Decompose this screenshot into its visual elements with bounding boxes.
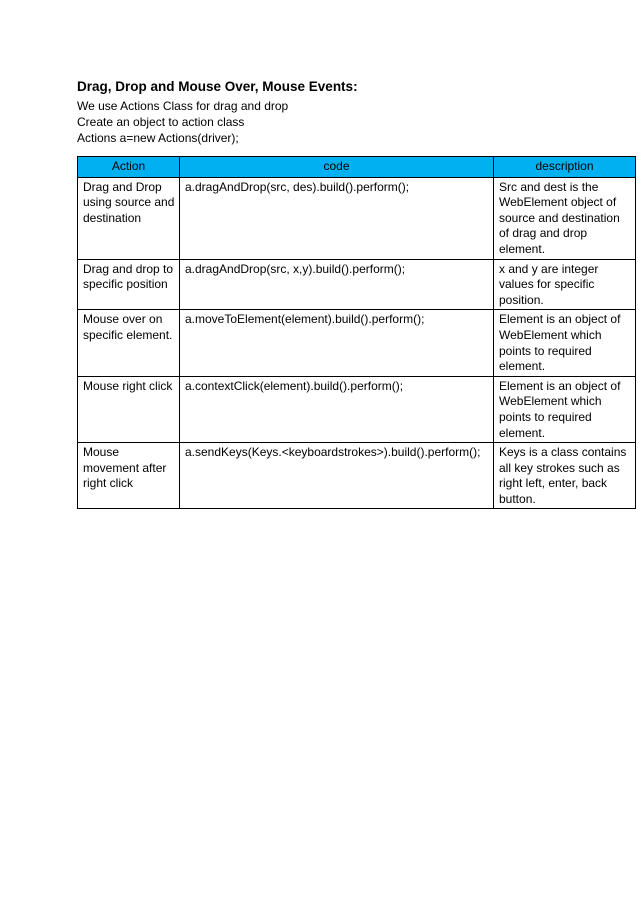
cell-action: Drag and Drop using source and destination (78, 177, 180, 259)
table-row (78, 259, 636, 310)
intro-line-3: Actions a=new Actions(driver); (77, 131, 239, 145)
mouse-events-table (77, 156, 636, 509)
column-header-description: description (494, 157, 636, 178)
intro-line-1: We use Actions Class for drag and drop (77, 99, 289, 113)
table-row (78, 443, 636, 509)
cell-description: Element is an object of WebElement which points to required element. (494, 310, 636, 376)
cell-code: a.sendKeys(Keys.<keyboardstrokes>).build().perform(); (180, 443, 494, 509)
column-header-code: code (180, 157, 494, 178)
cell-description: Keys is a class contains all key strokes such as right left, enter, back button. (494, 443, 636, 509)
cell-code: a.moveToElement(element).build().perform(); (180, 310, 494, 376)
cell-action: Mouse movement after right click (78, 443, 180, 509)
cell-code: a.contextClick(element).build().perform(); (180, 376, 494, 442)
cell-action: Mouse right click (78, 376, 180, 442)
table-row (78, 177, 636, 259)
table-header-row (78, 157, 636, 178)
document-page (77, 78, 635, 509)
table-row (78, 376, 636, 442)
table-row (78, 310, 636, 376)
column-header-action: Action (78, 157, 180, 178)
cell-code: a.dragAndDrop(src, des).build().perform(); (180, 177, 494, 259)
cell-action: Drag and drop to specific position (78, 259, 180, 310)
cell-action: Mouse over on specific element. (78, 310, 180, 376)
intro-line-2: Create an object to action class (77, 115, 245, 129)
cell-description: Src and dest is the WebElement object of source and destination of drag and drop element. (494, 177, 636, 259)
page-title: Drag, Drop and Mouse Over, Mouse Events: (77, 79, 358, 94)
cell-description: Element is an object of WebElement which points to required element. (494, 376, 636, 442)
cell-description: x and y are integer values for specific position. (494, 259, 636, 310)
cell-code: a.dragAndDrop(src, x,y).build().perform(); (180, 259, 494, 310)
